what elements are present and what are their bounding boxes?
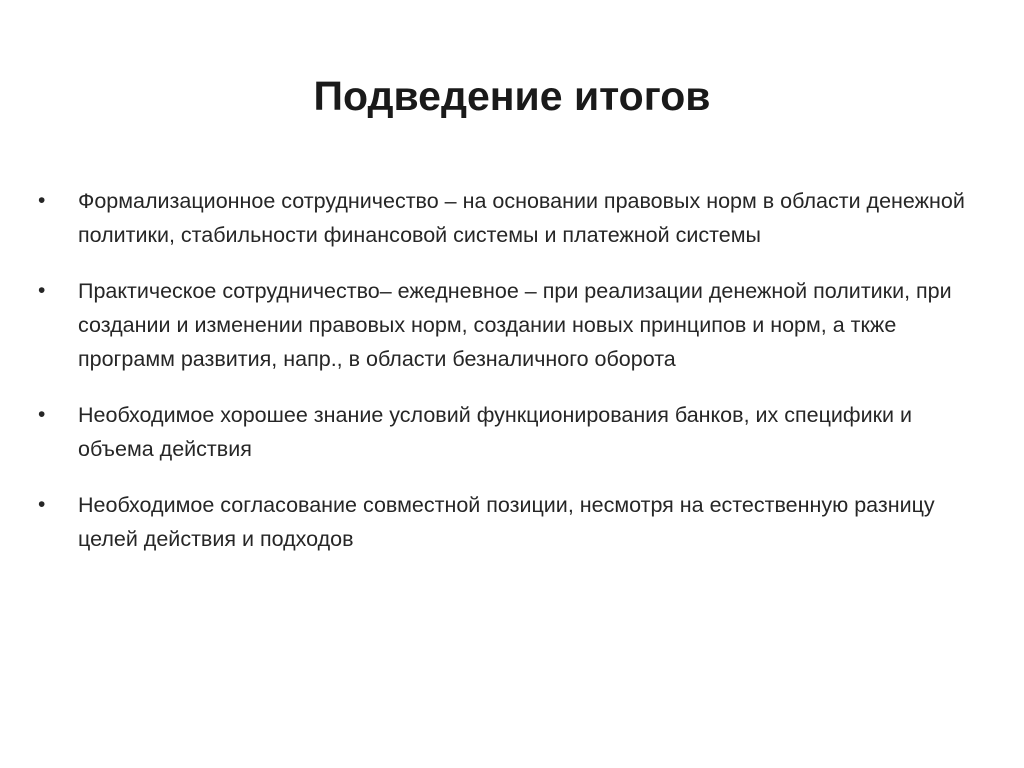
bullet-list	[38, 184, 968, 556]
bullet-item	[38, 398, 968, 466]
bullet-dot-icon: •	[38, 189, 46, 212]
bullet-item	[38, 488, 968, 556]
bullet-text: Практическое сотрудничество– ежедневное – при реализации денежной политики, при создании и изменении правовых норм, создании новых принципов и норм, а ткже программ развития, напр., в области безналичного оборота	[78, 279, 952, 371]
bullet-text: Необходимое хорошее знание условий функционирования банков, их специфики и объема действия	[78, 403, 913, 461]
bullet-dot-icon: •	[38, 493, 46, 516]
bullet-item	[38, 274, 968, 376]
bullet-text: Необходимое согласование совместной позиции, несмотря на естественную разницу целей действия и подходов	[78, 493, 935, 551]
bullet-text: Формализационное сотрудничество – на основании правовых норм в области денежной политики, стабильности финансовой системы и платежной системы	[78, 189, 965, 247]
bullet-dot-icon: •	[38, 403, 46, 426]
slide-title: Подведение итогов	[313, 73, 711, 120]
bullet-dot-icon: •	[38, 279, 46, 302]
bullet-item	[38, 184, 968, 252]
